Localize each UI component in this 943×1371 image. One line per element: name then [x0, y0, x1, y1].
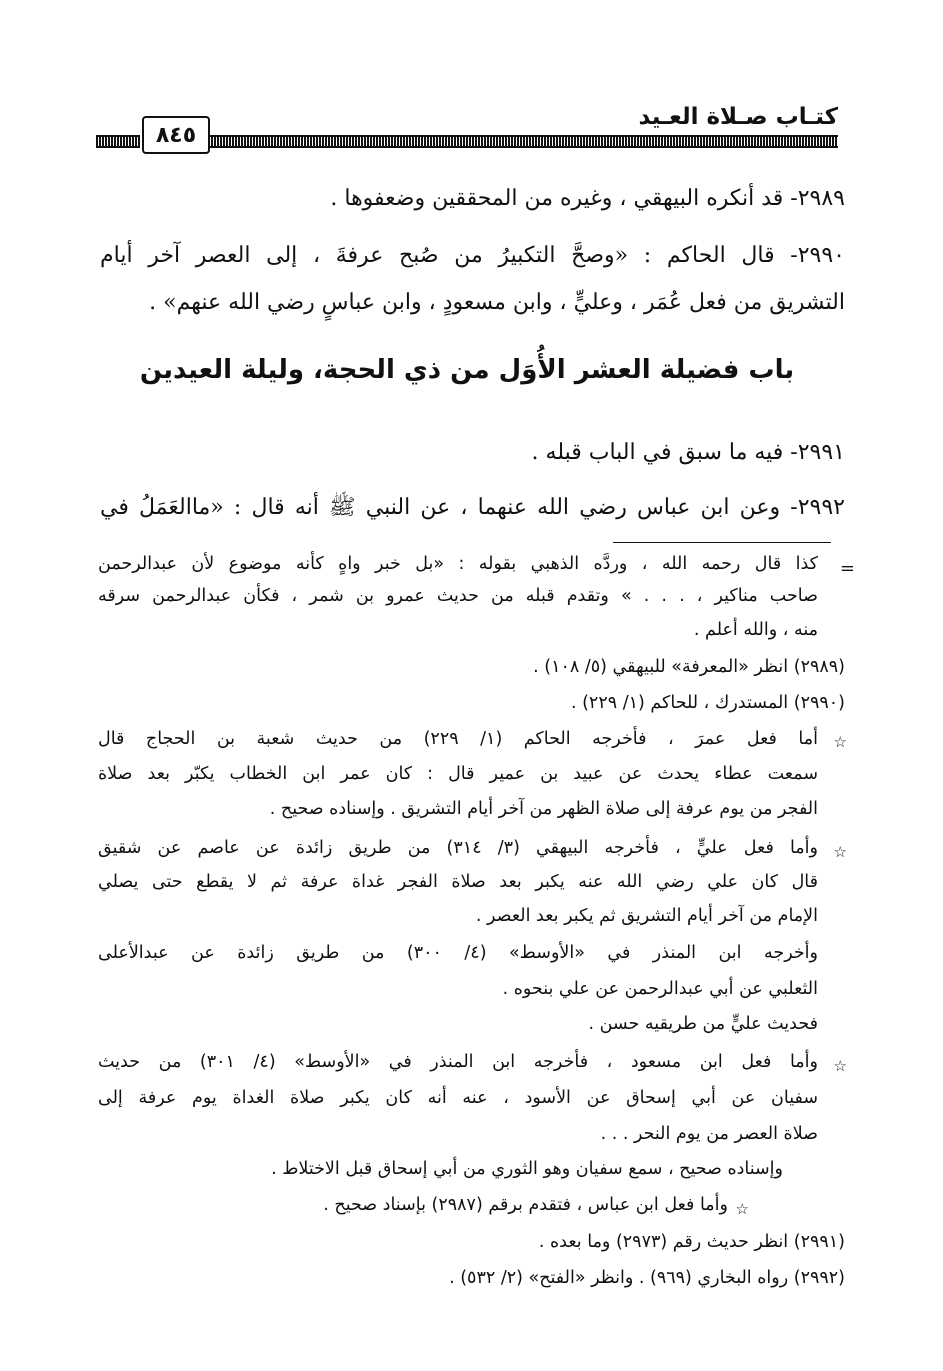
footnote-separator [613, 542, 831, 543]
footnote-line: الإمام من آخر أيام التشريق ثم يكبر بعد العصر . [475, 906, 818, 926]
footnote-line: (٢٩٨٩) انظر «المعرفة» للبيهقي (٥/ ١٠٨) . [533, 657, 845, 677]
footnote-line: (٢٩٩٢) رواه البخاري (٩٦٩) . وانظر «الفتح» (٢/ ٥٣٢) . [449, 1268, 845, 1288]
footnote-line: صلاة العصر من يوم النحر . . . [600, 1124, 818, 1144]
star-icon: ☆ [735, 1200, 749, 1218]
star-icon: ☆ [833, 843, 847, 861]
footnote-line: وأما فعل عليٍّ ، فأخرجه البيهقي (٣/ ٣١٤) من طريق زائدة عن عاصم عن شقيق [98, 838, 818, 858]
footnote-line: وأما فعل ابن مسعود ، فأخرجه ابن المنذر في «الأوسط» (٤/ ٣٠١) من حديث [98, 1052, 818, 1072]
footnote-line: أما فعل عمرَ ، فأخرجه الحاكم (١/ ٢٢٩) من حديث شعبة بن الحجاج قال [98, 729, 818, 749]
footnote-line: الفجر من يوم عرفة إلى صلاة الظهر من آخر أيام التشريق . وإسناده صحيح . [269, 799, 818, 819]
page-header [96, 100, 838, 152]
footnote-line: سفيان عن أبي إسحاق عن الأسود ، عنه أنه كان يكبر صلاة الغداة يوم عرفة إلى [98, 1088, 818, 1108]
text-line: ٢٩٨٩- قد أنكره البيهقي ، وغيره من المحققين وضعفوها . [330, 186, 845, 211]
footnote-line: منه ، والله أعلم . [693, 620, 818, 640]
footnote-line: قال كان علي رضي الله عنه يكبر بعد صلاة الفجر غداة عرفة ثم لا يقطع حتى يصلي [98, 872, 818, 892]
footnote-line: الثعلبي عن أبي عبدالرحمن عن علي بنحوه . [502, 979, 818, 999]
page-number: ٨٤٥ [142, 116, 210, 154]
book-title: كتـاب صـلاة العـيد [638, 104, 838, 130]
footnote-line: سمعت عطاء يحدث عن عبيد بن عمير قال : كان عمر ابن الخطاب يكبّر بعد صلاة [98, 764, 818, 784]
header-rule-left [96, 135, 140, 148]
header-rule [208, 135, 838, 148]
footnote-line: صاحب مناكير ، . . . » وتقدم قبله من حديث عمرو بن شمر ، فكأن عبدالرحمن سرقه [98, 586, 818, 606]
star-icon: ☆ [833, 1057, 847, 1075]
section-heading: باب فضيلة العشر الأُوَل من ذي الحجة، وليلة العيدين [139, 355, 795, 385]
footnote-continuation-mark: = [839, 558, 855, 579]
footnote-line: كذا قال رحمه الله ، وردَّه الذهبي بقوله : «بل خبر واهٍ كأنه موضوع لأن عبدالرحمن [98, 554, 818, 574]
footnote-line: (٢٩٩١) انظر حديث رقم (٢٩٧٣) وما بعده . [538, 1232, 845, 1252]
footnote-line: وأما فعل ابن عباس ، فتقدم برقم (٢٩٨٧) بإسناد صحيح . [323, 1195, 728, 1215]
text-line: ٢٩٩٢- وعن ابن عباس رضي الله عنهما ، عن النبي ﷺ أنه قال : «ماالعَمَلُ في [100, 495, 845, 520]
footnote-line: وأخرجه ابن المنذر في «الأوسط» (٤/ ٣٠٠) من طريق زائدة عن عبدالأعلى [98, 943, 818, 963]
text-line: ٢٩٩٠- قال الحاكم : «وصحَّ التكبيرُ من صُبح عرفةَ ، إلى العصر آخر أيام [100, 243, 845, 268]
footnote-line: وإسناده صحيح ، سمع سفيان وهو الثوري من أبي إسحاق قبل الاختلاط . [271, 1159, 783, 1179]
footnote-line: (٢٩٩٠) المستدرك ، للحاكم (١/ ٢٢٩) . [570, 693, 845, 713]
footnote-line: فحديث عليٍّ من طريقيه حسن . [588, 1014, 818, 1034]
star-icon: ☆ [833, 733, 847, 751]
text-line: ٢٩٩١- فيه ما سبق في الباب قبله . [531, 440, 845, 465]
text-line: التشريق من فعل عُمَر ، وعليٍّ ، وابن مسعودٍ ، وابن عباسٍ رضي الله عنهم» . [149, 290, 845, 315]
